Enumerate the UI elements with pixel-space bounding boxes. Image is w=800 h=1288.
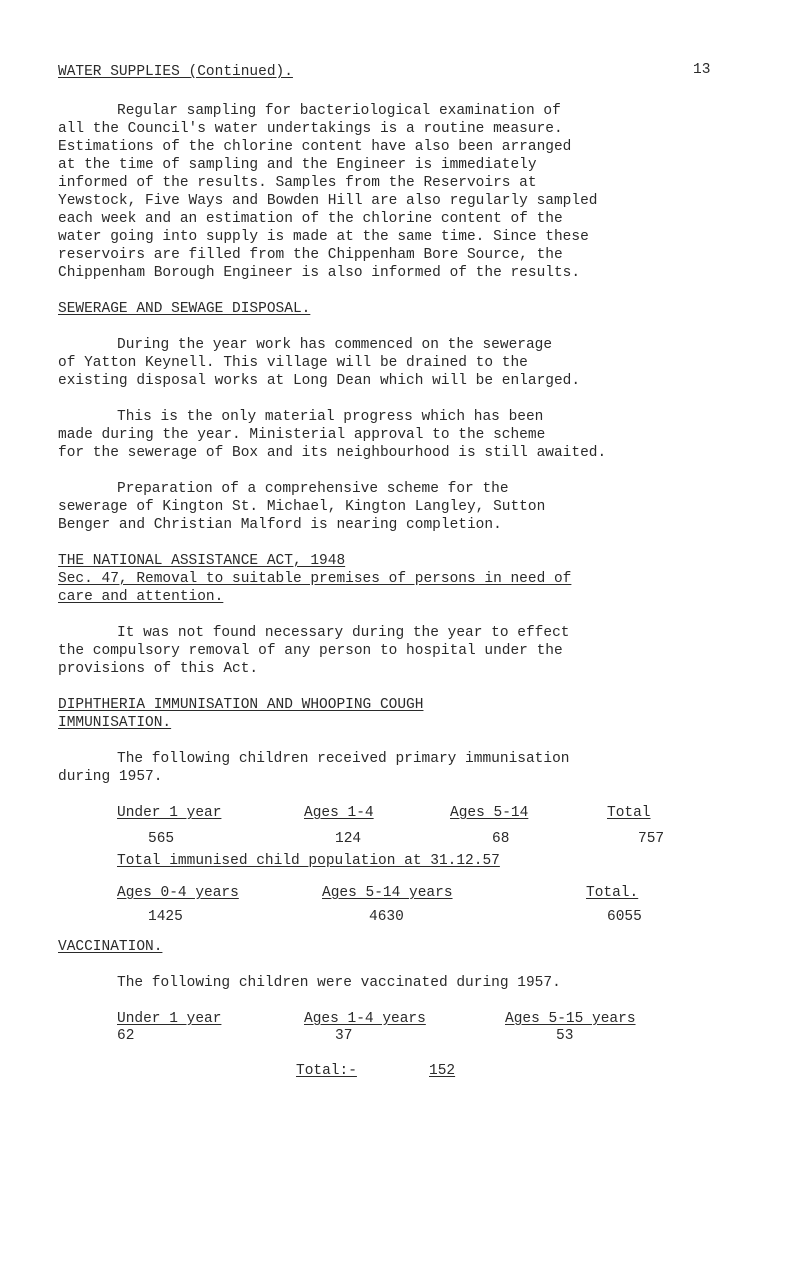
paragraph-line: at the time of sampling and the Engineer is immediately xyxy=(58,157,537,173)
paragraph-line: During the year work has commenced on the sewerage xyxy=(117,337,553,353)
paragraph-line: Chippenham Borough Engineer is also informed of the results. xyxy=(58,265,581,281)
vaccination-total-value: 152 xyxy=(429,1063,456,1079)
table-header: Ages 5-14 xyxy=(450,805,529,821)
table-cell: 37 xyxy=(335,1028,353,1044)
paragraph-line: Regular sampling for bacteriological examination of xyxy=(117,103,561,119)
paragraph-line: provisions of this Act. xyxy=(58,661,259,677)
table-cell: 124 xyxy=(335,831,362,847)
table-cell: 53 xyxy=(556,1028,574,1044)
paragraph-line: informed of the results. Samples from the Reservoirs at xyxy=(58,175,537,191)
immunisation-heading: DIPHTHERIA IMMUNISATION AND WHOOPING COUGH xyxy=(58,697,424,713)
table-header: Under 1 year xyxy=(117,1011,222,1027)
paragraph-line: Yewstock, Five Ways and Bowden Hill are also regularly sampled xyxy=(58,193,598,209)
table-header: Ages 5-14 years xyxy=(322,885,453,901)
paragraph-line: existing disposal works at Long Dean which will be enlarged. xyxy=(58,373,581,389)
table-row xyxy=(0,909,800,929)
table-header: Ages 1-4 xyxy=(304,805,374,821)
table-cell: 4630 xyxy=(369,909,404,925)
paragraph-line: The following children were vaccinated during 1957. xyxy=(117,975,561,991)
table-header-row xyxy=(0,805,800,825)
table-cell: 6055 xyxy=(607,909,642,925)
paragraph-line: This is the only material progress which has been xyxy=(117,409,544,425)
table-header: Ages 5-15 years xyxy=(505,1011,636,1027)
paragraph-line: The following children received primary immunisation xyxy=(117,751,570,767)
paragraph-line: It was not found necessary during the year to effect xyxy=(117,625,570,641)
table-header: Ages 1-4 years xyxy=(304,1011,426,1027)
paragraph-line: during 1957. xyxy=(58,769,163,785)
table-cell: 68 xyxy=(492,831,510,847)
national-assistance-heading: THE NATIONAL ASSISTANCE ACT, 1948 xyxy=(58,553,346,569)
paragraph-line: reservoirs are filled from the Chippenham Bore Source, the xyxy=(58,247,563,263)
paragraph-line: sewerage of Kington St. Michael, Kington Langley, Sutton xyxy=(58,499,546,515)
paragraph-line: each week and an estimation of the chlorine content of the xyxy=(58,211,563,227)
table-header: Total. xyxy=(586,885,639,901)
table-row xyxy=(0,1028,800,1048)
sewerage-heading: SEWERAGE AND SEWAGE DISPOSAL. xyxy=(58,301,311,317)
table-cell: 757 xyxy=(638,831,665,847)
vaccination-heading: VACCINATION. xyxy=(58,939,163,955)
paragraph-line: all the Council's water undertakings is a routine measure. xyxy=(58,121,563,137)
paragraph-line: of Yatton Keynell. This village will be drained to the xyxy=(58,355,528,371)
section-subheading: care and attention. xyxy=(58,589,224,605)
table-header-row xyxy=(0,885,800,905)
vaccination-total-label: Total:- xyxy=(296,1063,357,1079)
population-line: Total immunised child population at 31.12.57 xyxy=(117,853,500,869)
immunisation-heading: IMMUNISATION. xyxy=(58,715,172,731)
paragraph-line: made during the year. Ministerial approval to the scheme xyxy=(58,427,546,443)
paragraph-line: Preparation of a comprehensive scheme for the xyxy=(117,481,509,497)
paragraph-line: Benger and Christian Malford is nearing completion. xyxy=(58,517,502,533)
paragraph-line: for the sewerage of Box and its neighbourhood is still awaited. xyxy=(58,445,607,461)
table-header: Total xyxy=(607,805,651,821)
table-cell: 565 xyxy=(148,831,175,847)
table-row xyxy=(0,831,800,851)
table-cell: 62 xyxy=(117,1028,135,1044)
page-number: 13 xyxy=(693,62,711,78)
paragraph-line: water going into supply is made at the same time. Since these xyxy=(58,229,589,245)
table-header: Ages 0-4 years xyxy=(117,885,239,901)
section-subheading: Sec. 47, Removal to suitable premises of persons in need of xyxy=(58,571,572,587)
table-cell: 1425 xyxy=(148,909,183,925)
paragraph-line: the compulsory removal of any person to hospital under the xyxy=(58,643,563,659)
page-heading: WATER SUPPLIES (Continued). xyxy=(58,64,293,80)
table-header: Under 1 year xyxy=(117,805,222,821)
paragraph-line: Estimations of the chlorine content have also been arranged xyxy=(58,139,572,155)
